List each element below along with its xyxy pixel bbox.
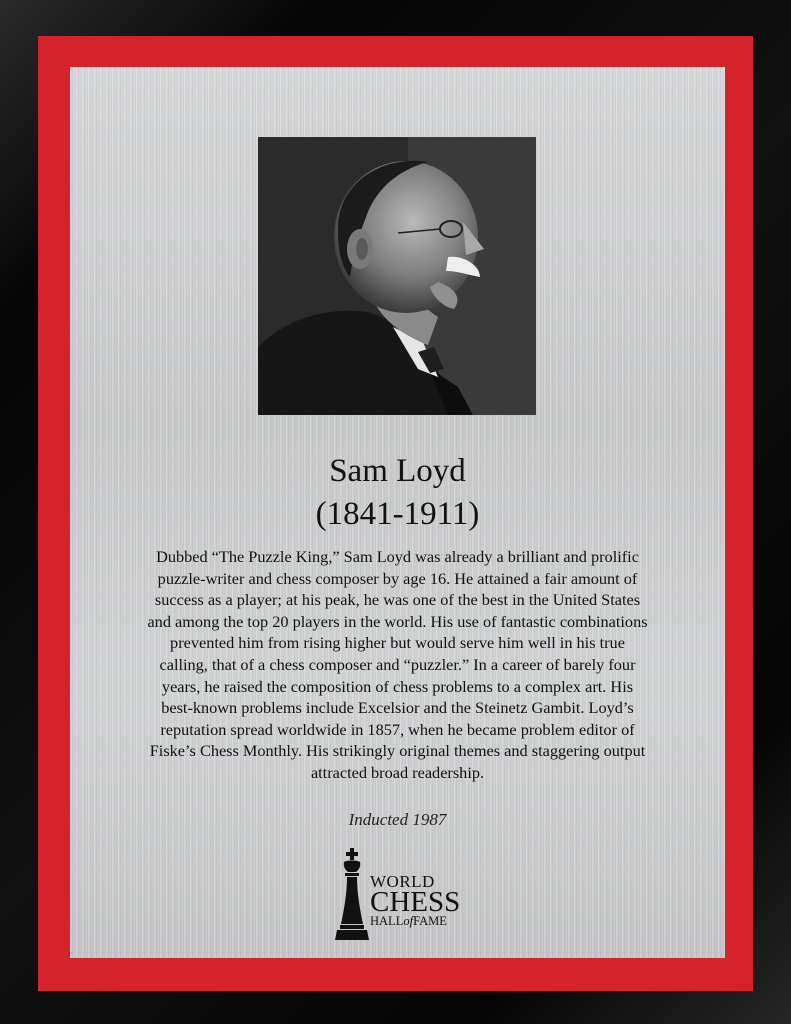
bio-line: best-known problems include Excelsior and the Steinetz Gambit. Loyd’s: [161, 698, 634, 718]
inductee-biography: [100, 546, 695, 784]
inductee-name: Sam Loyd: [329, 453, 466, 489]
bio-line: and among the top 20 players in the world. His use of fantastic combinations: [147, 611, 648, 631]
logo-text-world: WORLD: [370, 872, 435, 891]
bio-line: puzzle-writer and chess composer by age 16. He attained a fair amount of: [157, 568, 638, 588]
bio-line: Dubbed “The Puzzle King,” Sam Loyd was already a brilliant and prolific: [156, 547, 639, 566]
bio-line: reputation spread worldwide in 1857, when he became problem editor of: [160, 719, 635, 739]
bio-line: success as a player; at his peak, he was one of the best in the United States: [154, 590, 641, 610]
bio-line: calling, that of a chess composer and “puzzler.” In a career of barely four: [159, 654, 636, 674]
bio-line: prevented him from rising higher but would serve him well in his true: [170, 633, 625, 653]
logo-text-hall-of-fame: [370, 914, 447, 929]
logo-text-of: of: [403, 914, 414, 928]
portrait-photo: [258, 137, 536, 415]
logo-text-fame: FAME: [413, 914, 447, 928]
bio-line: attracted broad readership.: [310, 762, 485, 782]
bio-line: Fiske’s Chess Monthly. His strikingly original themes and staggering output: [149, 741, 646, 761]
logo-text-chess: CHESS: [370, 886, 461, 918]
bio-line: years, he raised the composition of chess problems to a complex art. His: [161, 676, 634, 696]
world-chess-hall-of-fame-logo: [334, 848, 464, 946]
inductee-dates: (1841-1911): [315, 496, 480, 532]
induction-year: Inducted 1987: [348, 810, 447, 829]
logo-text-hall: HALL: [370, 914, 404, 928]
chess-king-icon: [334, 848, 370, 946]
